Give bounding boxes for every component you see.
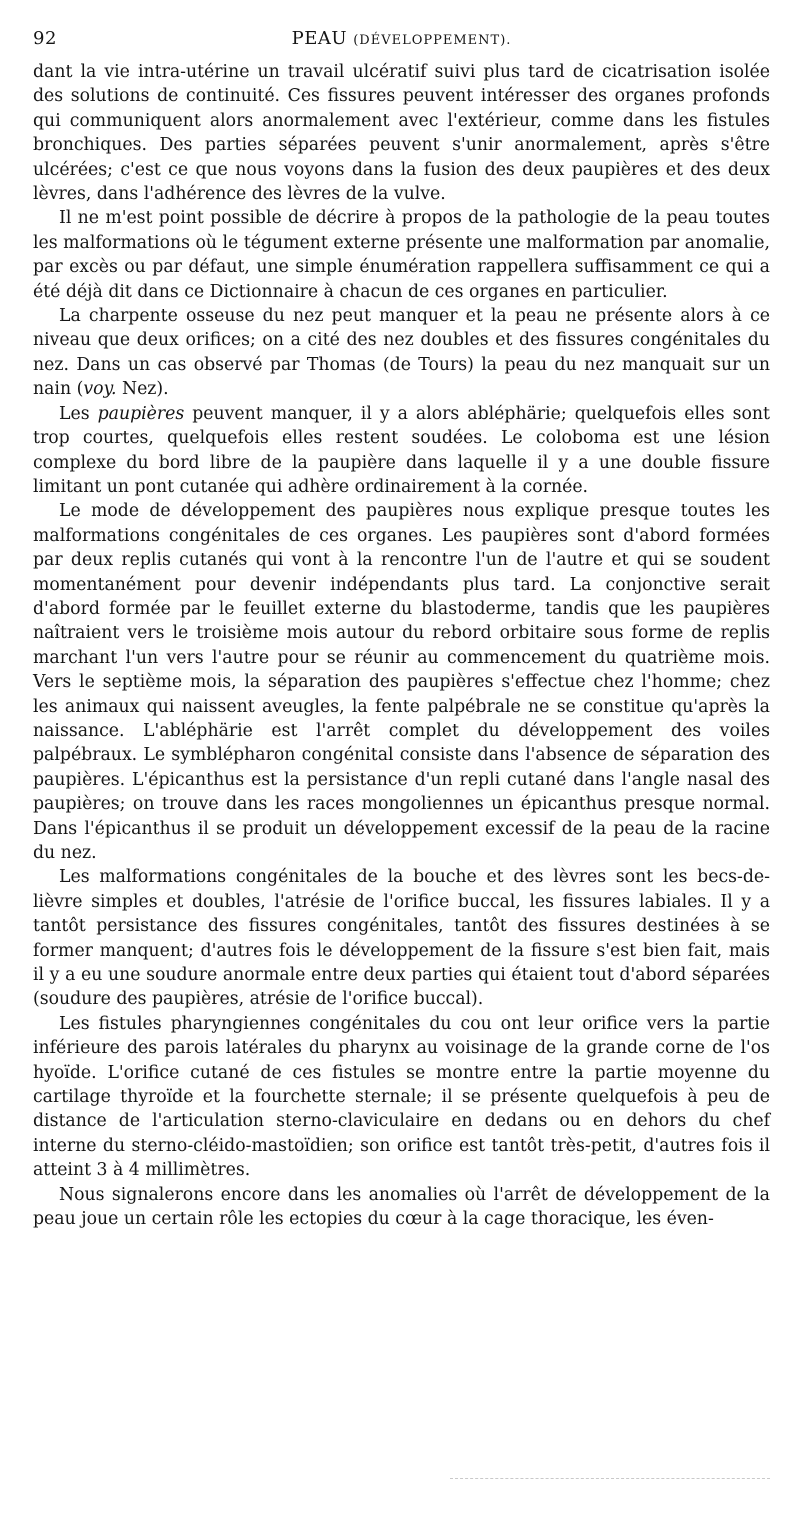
page-header xyxy=(33,22,770,52)
paragraph-4-text-a: Les xyxy=(59,403,98,424)
page-number: 92 xyxy=(33,28,57,49)
paragraph-5: Le mode de développement des paupières nous explique presque toutes les malformations congénitales de ces organes. Les paupières sont d'abord formées par deux replis cutanés qui vont à la rencontre l'un de l'autre et qui se soudent momentanément pour devenir indépendants plus tard. La conjonctive serait d'abord formée par le feuillet externe du blastoderme, tandis que les paupières naîtraient vers le troisième mois autour du rebord orbitaire sous forme de replis marchant l'un vers l'autre pour se réunir au commencement du quatrième mois. Vers le septième mois, la séparation des paupières s'effectue chez l'homme; chez les animaux qui naissent aveugles, la fente palpébrale ne se constitue qu'après la naissance. L'abléphärie est l'arrêt complet du développement des voiles palpébraux. Le symblépharon congénital consiste dans l'absence de séparation des paupières. L'épicanthus est la persistance d'un repli cutané dans l'angle nasal des paupières; on trouve dans les races mongoliennes un épicanthus presque normal. Dans l'épicanthus il se produit un développement excessif de la peau de la racine du nez. xyxy=(33,501,770,863)
paragraph-3-text-b: Nez). xyxy=(116,379,169,400)
paragraph-4-text-b: peuvent manquer, il y a alors abléphärie; quelquefois elles sont trop courtes, quelquefois elles restent soudées. Le coloboma est une lésion complexe du bord libre de la paupière dans laquelle il y a une double fissure limitant un pont cutanée qui adhère ordinairement à la cornée. xyxy=(33,403,770,497)
running-title-sub: (DÉVELOPPEMENT). xyxy=(353,33,512,48)
paragraph-2: Il ne m'est point possible de décrire à propos de la pathologie de la peau toutes les malformations où le tégument externe présente une malformation par anomalie, par excès ou par défaut, une simple énumération rappellera suffisamment ce qui a été déjà dit dans ce Dictionnaire à chacun de ces organes en particulier. xyxy=(33,208,770,302)
running-title xyxy=(33,28,770,49)
paragraph-1: dant la vie intra-utérine un travail ulcératif suivi plus tard de cicatrisation isolée des solutions de continuité. Ces fissures peuvent intéresser des organes profonds qui communiquent alors anormalement avec l'extérieur, comme dans les fistules bronchiques. Des parties séparées peuvent s'unir anormalement, après s'être ulcérées; c'est ce que nous voyons dans la fusion des deux paupières et des deux lèvres, dans l'adhérence des lèvres de la vulve. xyxy=(33,62,770,205)
paragraph-8: Nous signalerons encore dans les anomalies où l'arrêt de développement de la peau joue un certain rôle les ectopies du cœur à la cage thoracique, les éven- xyxy=(33,1184,770,1230)
paragraph-4 xyxy=(33,402,770,500)
paragraph-4-italic: paupières xyxy=(97,403,185,424)
running-title-main: PEAU xyxy=(291,28,347,49)
paragraph-3-italic: voy. xyxy=(83,379,117,400)
paragraph-6: Les malformations congénitales de la bouche et des lèvres sont les becs-de-lièvre simples et doubles, l'atrésie de l'orifice buccal, les fissures labiales. Il y a tantôt persistance des fissures congénitales, tantôt des fissures destinées à se former manquent; d'autres fois le développement de la fissure s'est bien fait, mais il y a eu une soudure anormale entre deux parties qui étaient tout d'abord séparées (soudure des paupières, atrésie de l'orifice buccal). xyxy=(33,867,770,1010)
paragraph-3-text-a: La charpente osseuse du nez peut manquer et la peau ne présente alors à ce niveau que deux orifices; on a cité des nez doubles et des fissures congénitales du nez. Dans un cas observé par Thomas (de Tours) la peau du nez manquait sur un nain ( xyxy=(33,306,770,400)
paragraph-3 xyxy=(33,304,770,402)
paragraph-7: Les fistules pharyngiennes congénitales du cou ont leur orifice vers la partie inférieure des parois latérales du pharynx au voisinage de la grande corne de l'os hyoïde. L'orifice cutané de ces fistules se montre entre la partie moyenne du cartilage thyroïde et la fourchette sternale; il se présente quelquefois à peu de distance de l'articulation sterno-claviculaire en dedans ou en dehors du chef interne du sterno-cléido-mastoïdien; son orifice est tantôt très-petit, d'autres fois il atteint 3 à 4 millimètres. xyxy=(33,1013,770,1181)
scan-artifact-line xyxy=(450,1478,770,1481)
body-text xyxy=(33,60,770,1232)
